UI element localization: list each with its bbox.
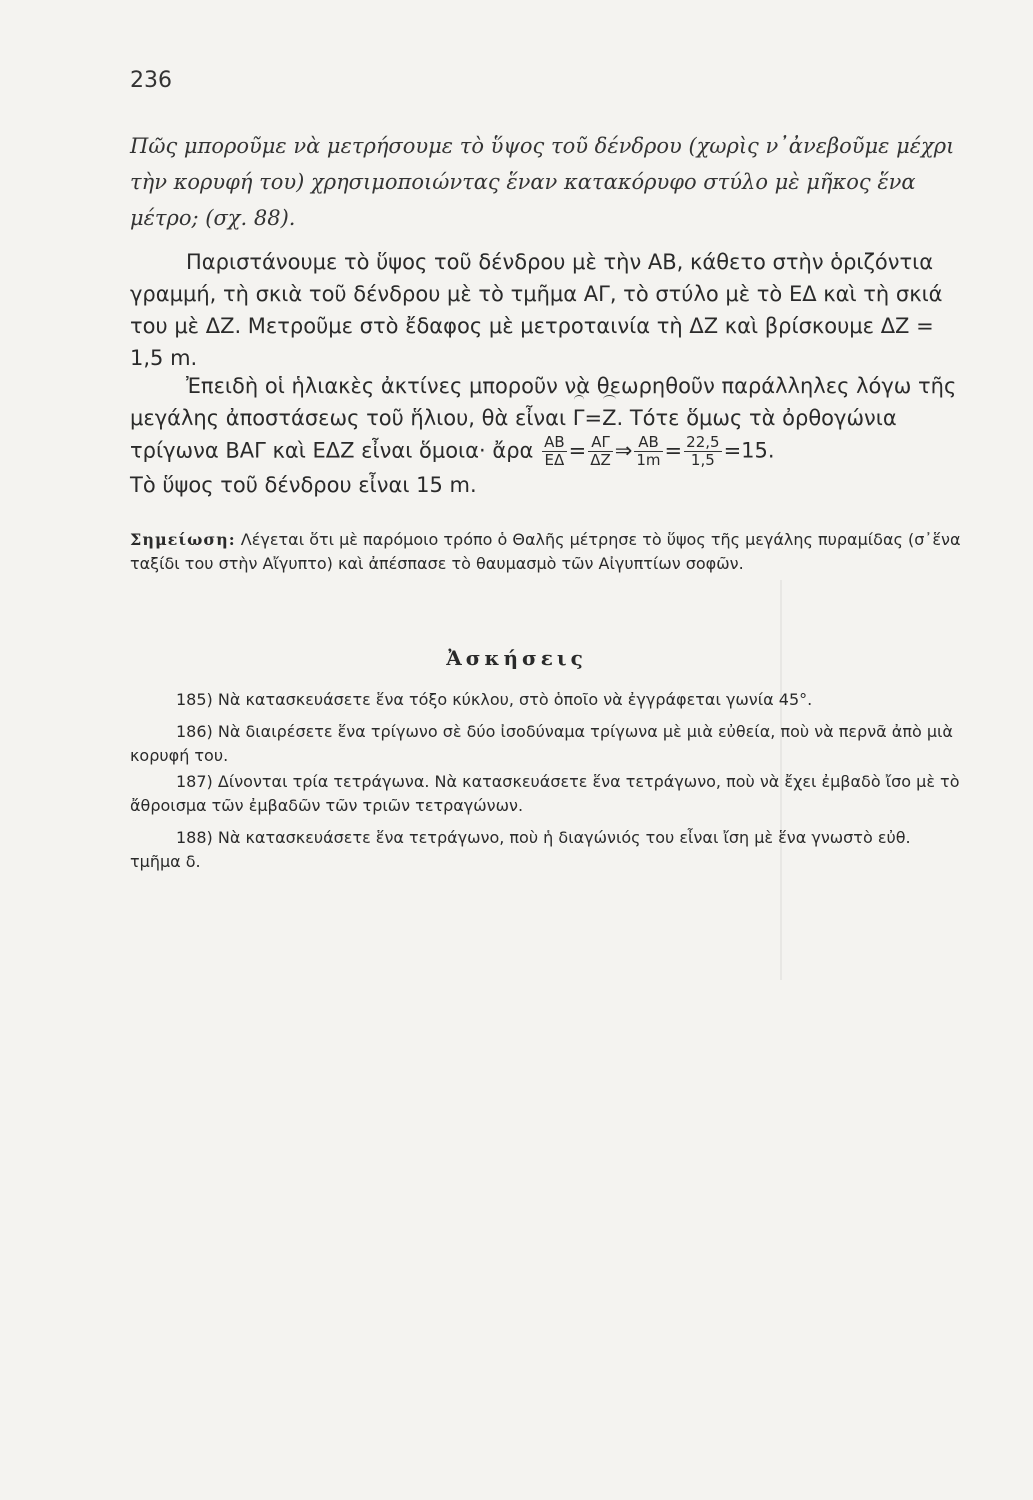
exercise-188 <box>130 826 966 874</box>
fraction-ab-1m <box>634 434 662 469</box>
fraction-ag-dz <box>588 434 613 469</box>
solution-text-2b: . Τότε ὅμως τὰ ὀρθογώνια τρίγωνα ΒΑΓ καὶ ΕΔΖ εἶναι ὅμοια· ἄρα <box>130 406 897 463</box>
fraction-numerator: 22,5 <box>686 433 720 451</box>
fraction-denominator: 1m <box>636 451 661 469</box>
exercise-text: 187) Δίνονται τρία τετράγωνα. Νὰ κατασκευάσετε ἕνα τετράγωνο, ποὺ νὰ ἔχει ἐμβαδὸ ἴσο μὲ τὸ ἄθροισμα τῶν ἐμβαδῶν τῶν τριῶν τετραγώνων. <box>130 772 960 815</box>
solution-paragraph-1 <box>130 246 970 374</box>
solution-text-2a: Ἐπειδὴ οἱ ἡλιακὲς ἀκτίνες μποροῦν νὰ θεωρηθοῦν παράλληλες λόγω τῆς μεγάλης ἀποστάσεως τοῦ ἥλιου, θὰ εἶναι <box>130 374 957 430</box>
solution-text-2c: Τὸ ὕψος τοῦ δένδρου εἶναι 15 m. <box>130 473 477 497</box>
exercise-186 <box>130 720 966 768</box>
fraction-22-5-over-1-5 <box>684 434 721 469</box>
result-value: =15. <box>723 438 775 463</box>
fraction-numerator: ΑΒ <box>544 433 565 451</box>
exercise-text: 188) Νὰ κατασκευάσετε ἕνα τετράγωνο, ποὺ ἡ διαγώνιός του εἶναι ἴση μὲ ἕνα γνωστὸ εὐθ. τμῆμα δ. <box>130 828 911 871</box>
fraction-numerator: ΑΒ <box>634 434 662 452</box>
solution-text-1: Παριστάνουμε τὸ ὕψος τοῦ δένδρου μὲ τὴν ΑΒ, κάθετο στὴν ὁριζόντια γραμμή, τὴ σκιὰ τοῦ δένδρου μὲ τὸ τμῆμα ΑΓ, τὸ στύλο μὲ τὸ ΕΔ καὶ τὴ σκιά του μὲ ΔΖ. Μετροῦμε στὸ ἔδαφος μὲ μετροταινία τὴ ΔΖ καὶ βρίσκουμε ΔΖ = 1,5 m. <box>130 250 943 370</box>
fraction-denominator: ΔΖ <box>590 451 611 469</box>
fraction-numerator: ΑΓ <box>588 434 613 452</box>
implies-sign: ⇒ <box>614 438 633 463</box>
note-paragraph <box>130 528 970 576</box>
exercise-185 <box>130 688 966 712</box>
problem-question: Πῶς μποροῦμε νὰ μετρήσουμε τὸ ὕψος τοῦ δένδρου (χωρὶς ν᾽ἀνεβοῦμε μέχρι τὴν κορυφή του) χρησιμοποιώντας ἕναν κατακόρυφο στύλο μὲ μῆκος ἕνα μέτρο; (σχ. 88). <box>130 134 955 230</box>
exercises-heading: Ἀσκήσεις <box>446 646 587 670</box>
note-label: Σημείωση: <box>130 530 236 549</box>
note-text: Λέγεται ὅτι μὲ παρόμοιο τρόπο ὁ Θαλῆς μέτρησε τὸ ὕψος τῆς μεγάλης πυραμίδας (σ᾽ἕνα ταξίδι του στὴν Αἴγυπτο) καὶ ἀπέσπασε τὸ θαυμασμὸ τῶν Αἰγυπτίων σοφῶν. <box>130 530 961 573</box>
exercise-text: 185) Νὰ κατασκευάσετε ἕνα τόξο κύκλου, στὸ ὁποῖο νὰ ἐγγράφεται γωνία 45°. <box>176 690 813 709</box>
fraction-denominator: ΕΔ <box>544 451 565 469</box>
fraction-denominator: 1,5 <box>690 451 715 469</box>
angle-g: Γ <box>573 402 585 434</box>
fraction-ab-ed <box>542 434 567 469</box>
equals-sign: = <box>584 406 603 430</box>
page-number: 236 <box>130 68 172 93</box>
exercise-187 <box>130 770 966 818</box>
angle-z: Ζ <box>602 402 616 434</box>
solution-paragraph-2: Ἐπειδὴ οἱ ἡλιακὲς ἀκτίνες μποροῦν νὰ θεωρηθοῦν παράλληλες λόγω τῆς μεγάλης ἀποστάσεως τοῦ ἥλιου, θὰ εἶναι Γ=Ζ. Τότε ὅμως τὰ ὀρθογώνια τρίγωνα ΒΑΓ καὶ ΕΔΖ εἶναι ὅμοια· ἄρα $\frac{AB}{E\Delta}$ = $\frac{A\Gamma}{\Delta Z}$ ⇒ $\frac{AB}{1m}$ = $\frac{22,5}{1,5}$ =15. Τὸ ὕψος τοῦ δένδρου εἶναι 15 m. <box>130 374 957 497</box>
exercise-text: 186) Νὰ διαιρέσετε ἕνα τρίγωνο σὲ δύο ἰσοδύναμα τρίγωνα μὲ μιὰ εὐθεία, ποὺ νὰ περνᾶ ἀπὸ μιὰ κορυφή του. <box>130 722 953 765</box>
